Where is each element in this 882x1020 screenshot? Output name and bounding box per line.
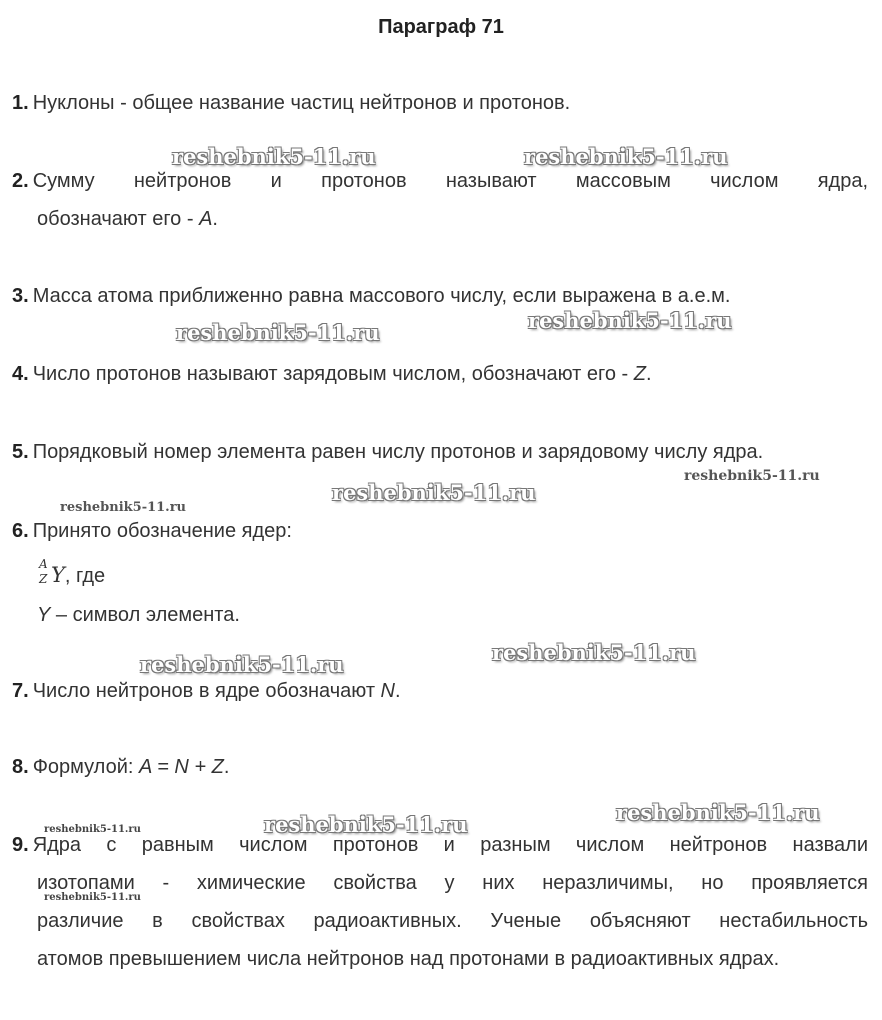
item-2-line-2 — [37, 200, 218, 238]
item-number: 4. — [12, 363, 29, 385]
item-number: 6. — [12, 520, 29, 542]
mass-number: A — [39, 557, 48, 571]
variable: Y — [37, 604, 51, 626]
item-number: 7. — [12, 680, 29, 702]
variable: A — [199, 208, 213, 230]
item-6-line-3 — [37, 596, 240, 634]
item-number: 9. — [12, 834, 29, 856]
watermark: reshebnik5-11.ru — [528, 308, 732, 333]
item-text: Формулой: — [32, 756, 139, 778]
page-title: Параграф 71 — [378, 16, 504, 38]
variable: N — [380, 680, 395, 702]
item-number: 8. — [12, 756, 29, 778]
punctuation: . — [212, 208, 218, 230]
punctuation: . — [645, 363, 652, 385]
item-text: Сумму нейтронов и протонов называют массовым числом ядра, — [32, 170, 868, 192]
watermark: reshebnik5-11.ru — [332, 480, 536, 505]
item-text: Масса атома приближенно равна массового числу, если выражена в а.е.м. — [32, 285, 731, 307]
punctuation: . — [223, 756, 230, 778]
item-number: 1. — [12, 92, 29, 114]
item-number: 3. — [12, 285, 29, 307]
nuclide-symbol — [37, 557, 51, 590]
nuclide-notation — [37, 556, 105, 595]
watermark: reshebnik5-11.ru — [44, 824, 141, 835]
variable: Z — [633, 363, 646, 385]
item-5 — [12, 433, 868, 471]
item-text: Порядковый номер элемента равен числу протонов и зарядовому числу ядра. — [32, 441, 764, 463]
item-9-line-2: изотопами - химические свойства у них неразличимы, но проявляется — [37, 872, 868, 894]
watermark: reshebnik5-11.ru — [140, 652, 344, 677]
element-symbol: Y — [51, 563, 65, 587]
item-text: – символ элемента. — [50, 604, 240, 626]
item-8 — [12, 748, 868, 786]
item-text: Ядра с равным числом протонов и разным числом нейтронов назвали — [32, 834, 868, 856]
charge-number: Z — [39, 572, 48, 586]
item-text: , где — [64, 565, 106, 587]
item-9-line-4: атомов превышением числа нейтронов над протонами в радиоактивных ядрах. — [37, 948, 780, 970]
item-text: обозначают его - — [37, 208, 200, 230]
watermark: reshebnik5-11.ru — [60, 500, 187, 515]
item-text: Число нейтронов в ядре обозначают — [32, 680, 381, 702]
watermark: reshebnik5-11.ru — [44, 892, 141, 903]
item-text: Число протонов называют зарядовым числом, обозначают его - — [32, 363, 634, 385]
watermark: reshebnik5-11.ru — [616, 800, 820, 825]
item-4 — [12, 355, 868, 393]
watermark: reshebnik5-11.ru — [172, 144, 376, 169]
watermark: reshebnik5-11.ru — [492, 640, 696, 665]
item-2 — [12, 162, 868, 200]
item-9-line-3: различие в свойствах радиоактивных. Ученые объясняют нестабильность — [37, 910, 868, 932]
item-text: Нуклоны - общее название частиц нейтронов и протонов. — [32, 92, 571, 114]
item-number: 5. — [12, 441, 29, 463]
item-3 — [12, 277, 868, 315]
item-number: 2. — [12, 170, 29, 192]
watermark: reshebnik5-11.ru — [176, 320, 380, 345]
punctuation: . — [395, 680, 401, 702]
item-7 — [12, 672, 868, 710]
watermark: reshebnik5-11.ru — [684, 468, 820, 484]
formula: A = N + Z — [138, 756, 224, 778]
item-text: Принято обозначение ядер: — [32, 520, 292, 542]
item-6 — [12, 512, 868, 550]
watermark: reshebnik5-11.ru — [264, 812, 468, 837]
item-1 — [12, 84, 868, 122]
watermark: reshebnik5-11.ru — [524, 144, 728, 169]
